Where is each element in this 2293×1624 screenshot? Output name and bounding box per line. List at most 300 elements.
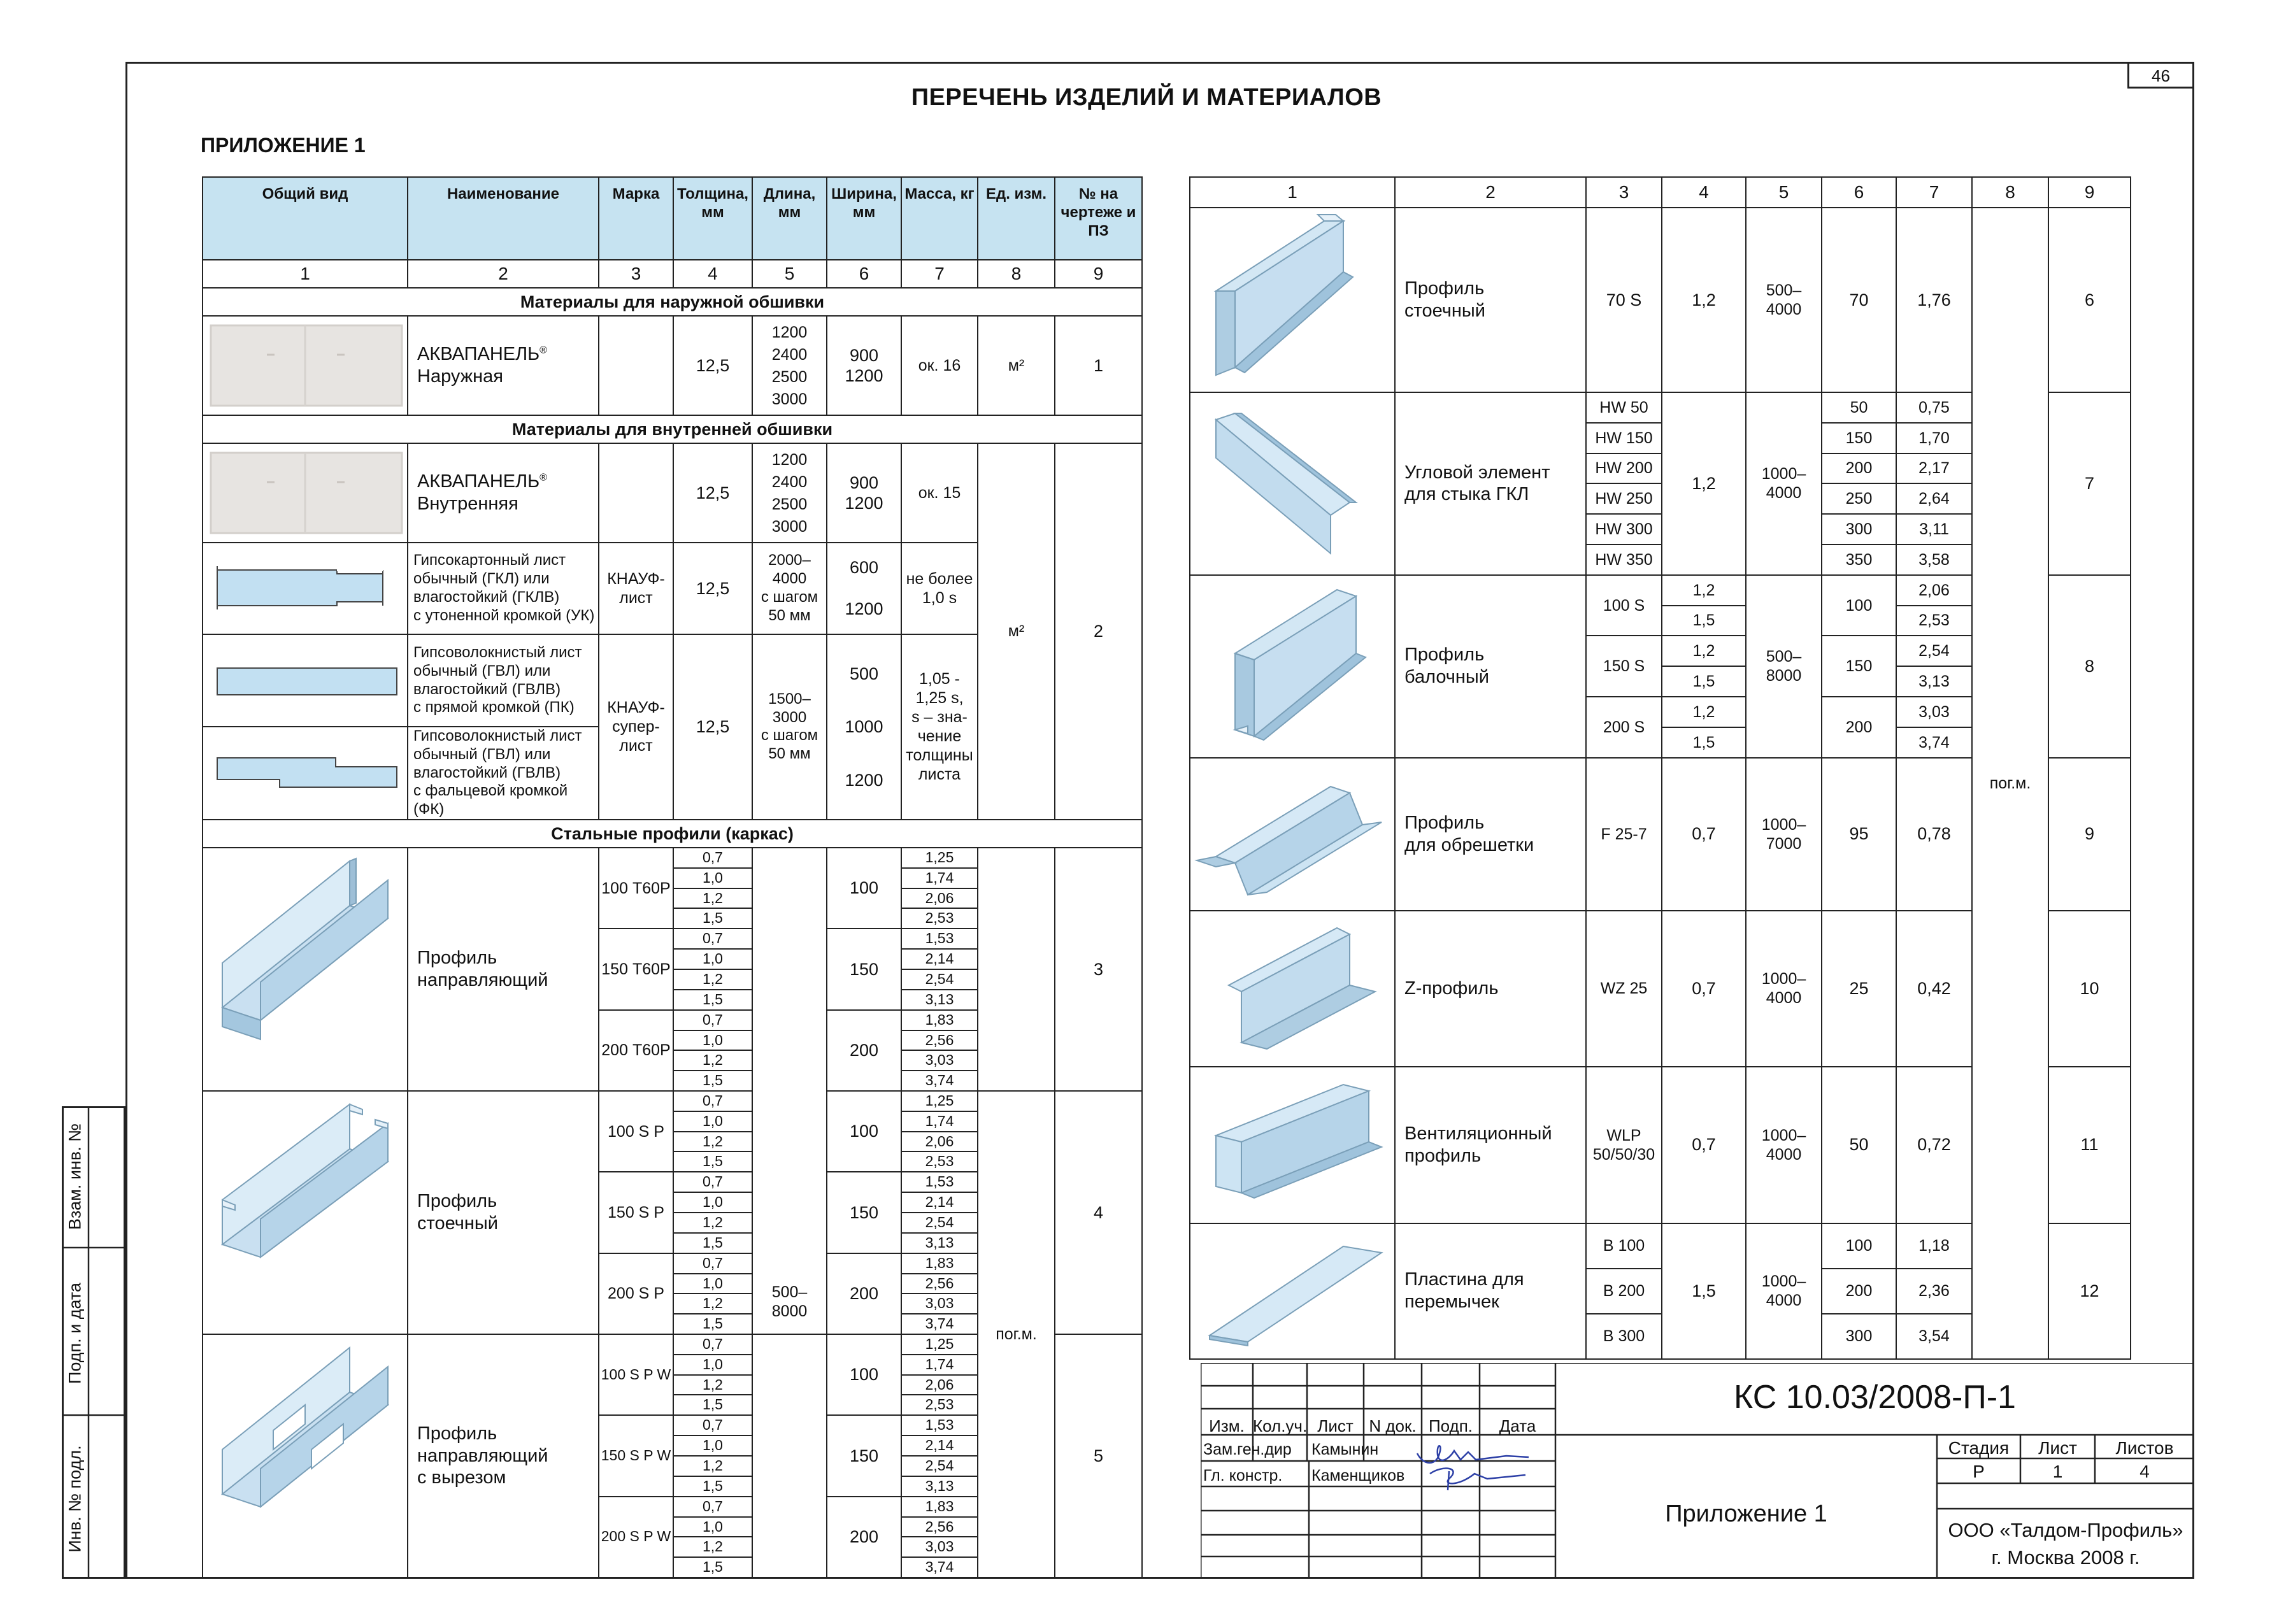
organization-city-year: г. Москва 2008 г.: [1991, 1546, 2140, 1569]
mass: ок. 16: [901, 316, 978, 415]
mark: HW 50: [1586, 392, 1662, 423]
aquapanel-outer-name: АКВАПАНЕЛЬ® Наружная: [408, 316, 599, 415]
ref: 11: [2048, 1067, 2131, 1223]
mark: 100 S P: [599, 1091, 673, 1172]
mass: чение: [917, 727, 962, 746]
stage-label: Стадия: [1948, 1438, 2010, 1458]
width: 200: [1822, 453, 1896, 484]
beam-profile-image: [1190, 575, 1395, 758]
revision-col-header: Подп.: [1428, 1416, 1473, 1435]
mass: 2,06: [1896, 575, 1972, 606]
mass: 3,03: [901, 1537, 978, 1557]
mark: 200 S P: [599, 1253, 673, 1334]
mass: 3,03: [901, 1050, 978, 1071]
ref: 12: [2048, 1223, 2131, 1359]
mark: 150 S P: [599, 1172, 673, 1253]
mass: 3,03: [901, 1293, 978, 1314]
z-profile-image: [1190, 911, 1395, 1067]
length: 1000–: [1761, 970, 1806, 988]
width: 70: [1822, 208, 1896, 392]
mass: 2,54: [901, 969, 978, 990]
thickness: 1,0: [673, 1517, 752, 1537]
thickness: 0,7: [1662, 758, 1746, 911]
right-materials-table: [1189, 176, 2131, 1360]
thickness: 1,0: [673, 1192, 752, 1213]
thickness: 1,2: [1662, 208, 1746, 392]
ref: 6: [2048, 208, 2131, 392]
unit: пог.м.: [978, 1091, 1055, 1578]
thickness: 1,5: [1662, 1223, 1746, 1359]
profile-image: [203, 1334, 408, 1578]
thickness: 12,5: [673, 634, 752, 820]
length: 4000: [1766, 1145, 1802, 1164]
thickness: 1,5: [673, 1151, 752, 1172]
revision-col-header: Дата: [1499, 1416, 1536, 1435]
thickness: 1,2: [673, 888, 752, 909]
name-line: профиль: [1404, 1145, 1482, 1166]
mass: 3,13: [901, 1476, 978, 1497]
thickness: 1,2: [1662, 697, 1746, 727]
width: 1200: [845, 770, 883, 790]
width: 1200: [845, 599, 883, 619]
mark: В 100: [1586, 1223, 1662, 1269]
gkl-name-line: с утоненной кромкой (УК): [413, 606, 595, 624]
mark: 150 S: [1586, 636, 1662, 697]
col-number: 7: [1896, 177, 1972, 208]
row-aquapanel-inner: [203, 443, 1142, 543]
width: 150: [1822, 423, 1896, 453]
width: 25: [1822, 911, 1896, 1067]
mass: 1,70: [1896, 423, 1972, 453]
thickness: 0,7: [673, 848, 752, 868]
thickness: 1,2: [1662, 636, 1746, 666]
thickness: 1,0: [673, 1274, 752, 1294]
header-cell: Марка: [599, 177, 673, 260]
thickness: 0,7: [673, 1497, 752, 1517]
gvl-pk-name-line: Гипсоволокнистый лист: [413, 643, 582, 661]
mass: 2,17: [1896, 453, 1972, 484]
length: 4000: [1766, 1292, 1802, 1310]
mark: 50/50/30: [1592, 1145, 1655, 1164]
width: 100: [827, 1334, 901, 1415]
gvl-pk-name-line: с прямой кромкой (ПК): [413, 699, 575, 716]
name-line: Профиль: [1404, 645, 1485, 666]
name-line: перемычек: [1404, 1292, 1499, 1313]
thickness: 0,7: [673, 1091, 752, 1111]
ventilation-profile-image: [1190, 1067, 1395, 1223]
mark: F 25-7: [1586, 758, 1662, 911]
mass: 2,54: [901, 1456, 978, 1476]
mark: КНАУФ-: [607, 699, 665, 717]
col-number: 3: [599, 260, 673, 288]
mass: 3,74: [1896, 727, 1972, 758]
thickness: 1,5: [673, 1395, 752, 1415]
gvl-fk-name-line: Гипсоволокнистый лист: [413, 727, 582, 744]
name-line: Z-профиль: [1404, 978, 1499, 999]
thickness: 1,2: [673, 1293, 752, 1314]
gkl-name-line: Гипсокартонный лист: [413, 552, 566, 569]
mark: 100 S: [1586, 575, 1662, 636]
length: 1200: [771, 323, 808, 341]
profile-name-line: Профиль: [417, 948, 497, 969]
mass: ок. 15: [901, 443, 978, 543]
column-number-row: [1190, 177, 2131, 208]
mass: 2,14: [901, 949, 978, 969]
mass: 1,76: [1896, 208, 1972, 392]
col-number: 7: [901, 260, 978, 288]
thickness: 0,7: [673, 1334, 752, 1355]
mark: лист: [619, 589, 653, 607]
mark: WZ 25: [1586, 911, 1662, 1067]
mass: 2,06: [901, 1375, 978, 1395]
thickness: 1,2: [673, 1537, 752, 1557]
mass: s – зна-: [911, 708, 968, 727]
mass: 3,13: [1896, 666, 1972, 697]
width: 1200: [845, 494, 883, 513]
mark: 100 S P W: [599, 1334, 673, 1415]
ref: 3: [1055, 848, 1142, 1091]
length: 50 мм: [768, 606, 811, 624]
row-stud-profile-70: [1190, 208, 2131, 392]
mark: HW 150: [1586, 423, 1662, 453]
length: 1500–: [768, 690, 811, 708]
col-number: 2: [408, 260, 599, 288]
width: 500: [849, 664, 879, 683]
ref: 10: [2048, 911, 2131, 1067]
header-cell: № на чертеже и ПЗ: [1055, 177, 1142, 260]
profile-name-line: Профиль: [417, 1191, 497, 1212]
width: 100: [827, 1091, 901, 1172]
mass: 3,13: [901, 990, 978, 1010]
col-number: 8: [978, 260, 1055, 288]
length: 1000–: [1761, 465, 1806, 483]
col-number: 3: [1586, 177, 1662, 208]
col-number: 2: [1395, 177, 1586, 208]
thickness: 1,2: [1662, 575, 1746, 606]
gvl-pk-sheet-image: [203, 634, 408, 727]
unit: м²: [978, 443, 1055, 820]
mass: 1,74: [901, 1111, 978, 1132]
length: 500–: [1766, 648, 1802, 666]
mass: 1,53: [901, 929, 978, 949]
mass: 2,53: [1896, 606, 1972, 636]
width: 50: [1822, 1067, 1896, 1223]
length: 3000: [771, 390, 808, 408]
sheet-number: 46: [2127, 62, 2194, 89]
side-label-replacement: Взам. инв. №: [65, 1123, 85, 1230]
mark: HW 350: [1586, 545, 1662, 575]
profile-image: [203, 848, 408, 1091]
length: 2400: [771, 345, 808, 364]
mass: 0,42: [1896, 911, 1972, 1067]
width: 1000: [845, 717, 883, 737]
mass: 2,53: [901, 908, 978, 929]
width: 300: [1822, 514, 1896, 545]
sheet-label: Лист: [2038, 1438, 2077, 1458]
mark: 100 Т60Р: [599, 848, 673, 929]
name-line: балочный: [1404, 667, 1489, 688]
mass: толщины: [906, 746, 973, 765]
thickness: 1,2: [673, 1132, 752, 1152]
mass: 3,74: [901, 1314, 978, 1334]
thickness: 1,2: [673, 1456, 752, 1476]
thickness: 1,5: [673, 1314, 752, 1334]
thickness: 1,2: [1662, 392, 1746, 575]
width: 150: [827, 929, 901, 1009]
header-cell: Наименование: [408, 177, 599, 260]
length: 3000: [771, 517, 808, 536]
width: 200: [827, 1253, 901, 1334]
width: 100: [1822, 1223, 1896, 1269]
profile-name-line: Профиль: [417, 1423, 497, 1444]
thickness: 0,7: [673, 929, 752, 949]
thickness: 1,2: [673, 1375, 752, 1395]
col-number: 1: [1190, 177, 1395, 208]
mark: 200 Т60Р: [599, 1010, 673, 1091]
mass: 1,83: [901, 1253, 978, 1274]
width: 200: [827, 1010, 901, 1091]
row-aquapanel-outer: [203, 316, 1142, 415]
mass: 0,78: [1896, 758, 1972, 911]
sheet-value: 1: [2052, 1462, 2063, 1481]
stage-value: Р: [1973, 1462, 1985, 1481]
sheets-label: Листов: [2115, 1438, 2174, 1458]
col-number: 9: [1055, 260, 1142, 288]
thickness: 1,5: [1662, 666, 1746, 697]
width: 600: [849, 558, 879, 578]
side-label-inventory: Инв. № подл.: [65, 1445, 85, 1553]
left-materials-table: [202, 176, 1143, 1578]
mark: WLP: [1606, 1126, 1641, 1144]
thickness: 12,5: [673, 316, 752, 415]
mass: 3,13: [901, 1233, 978, 1253]
length: 2500: [771, 495, 808, 513]
name-line: для стыка ГКЛ: [1404, 484, 1529, 505]
mass: 2,53: [901, 1395, 978, 1415]
thickness: 1,2: [673, 1050, 752, 1071]
mass: 1,83: [901, 1497, 978, 1517]
thickness: 0,7: [673, 1253, 752, 1274]
page-title: ПЕРЕЧЕНЬ ИЗДЕЛИЙ И МАТЕРИАЛОВ: [911, 84, 1382, 111]
ref: 7: [2048, 392, 2131, 575]
thickness: 1,5: [673, 1071, 752, 1091]
thickness: 12,5: [673, 543, 752, 634]
mass: 2,54: [1896, 636, 1972, 666]
col-number: 1: [203, 260, 408, 288]
thickness: 1,5: [673, 1476, 752, 1497]
revision-col-header: N док.: [1369, 1416, 1417, 1435]
thickness: 1,0: [673, 1030, 752, 1051]
col-number: 9: [2048, 177, 2131, 208]
mass: 1,25: [901, 1334, 978, 1355]
width: 200: [1822, 1269, 1896, 1314]
width: 350: [1822, 545, 1896, 575]
length: 500–: [771, 1283, 808, 1301]
mark: В 300: [1586, 1314, 1662, 1359]
mark: HW 250: [1586, 483, 1662, 514]
thickness: 1,0: [673, 868, 752, 888]
role-label: Гл. констр.: [1203, 1467, 1283, 1485]
unit: м²: [978, 316, 1055, 415]
length-empty: [752, 1334, 827, 1578]
mass: 1,83: [901, 1010, 978, 1030]
profile-name-line: направляющий: [417, 1445, 548, 1466]
length: 500–: [1766, 281, 1802, 299]
mass: 3,03: [1896, 697, 1972, 727]
mass: 2,53: [901, 1151, 978, 1172]
unit-empty: [978, 848, 1055, 1091]
mass: 1,53: [901, 1172, 978, 1192]
width: 100: [1822, 575, 1896, 636]
mass: листа: [918, 766, 961, 784]
length: 2000–: [768, 552, 811, 569]
col-number: 4: [1662, 177, 1746, 208]
mass: 3,74: [901, 1071, 978, 1091]
col-number: 6: [1822, 177, 1896, 208]
organization-name: ООО «Талдом-Профиль»: [1948, 1519, 2183, 1541]
header-cell: Масса, кг: [901, 177, 978, 260]
thickness: 1,5: [673, 1557, 752, 1578]
width: 150: [1822, 636, 1896, 697]
thickness: 1,5: [673, 908, 752, 929]
mass: не более: [906, 570, 973, 588]
ref: 5: [1055, 1334, 1142, 1578]
name-line: Профиль: [1404, 812, 1485, 833]
mass: 1,74: [901, 868, 978, 888]
mark: HW 300: [1586, 514, 1662, 545]
length: 4000: [1766, 989, 1802, 1008]
name-line: Угловой элемент: [1404, 462, 1550, 483]
stud-profile-image: [1190, 208, 1395, 392]
mass: 2,14: [901, 1435, 978, 1456]
steel-profile-subrow: [203, 1091, 1142, 1111]
gkl-sheet-image: [203, 543, 408, 634]
length: 4000: [1766, 301, 1802, 318]
width: 200: [827, 1497, 901, 1578]
mass: 2,54: [901, 1213, 978, 1233]
ref: 4: [1055, 1091, 1142, 1334]
mass: 3,74: [901, 1557, 978, 1578]
width: 250: [1822, 483, 1896, 514]
document-title: Приложение 1: [1665, 1500, 1827, 1527]
person-name: Каменщиков: [1311, 1467, 1405, 1485]
signature-marks: [1411, 1434, 1538, 1493]
length: 7000: [1766, 834, 1802, 853]
width: 900: [849, 345, 879, 365]
thickness: 1,2: [673, 969, 752, 990]
mass: 1,18: [1896, 1223, 1972, 1269]
mass: 2,56: [901, 1030, 978, 1051]
ref: 1: [1055, 316, 1142, 415]
mark: HW 200: [1586, 453, 1662, 484]
mass: 2,06: [901, 888, 978, 909]
mass: 1,74: [901, 1355, 978, 1375]
col-number: 5: [1746, 177, 1822, 208]
profile-image: [203, 1091, 408, 1334]
thickness: 0,7: [673, 1415, 752, 1435]
length: 2500: [771, 367, 808, 386]
column-number-row: [203, 260, 1142, 288]
sheets-value: 4: [2139, 1462, 2150, 1481]
title-block: [1201, 1363, 2194, 1579]
header-cell: Ширина, мм: [827, 177, 901, 260]
name-line: стоечный: [1404, 301, 1485, 321]
thickness: 1,0: [673, 949, 752, 969]
thickness: 0,7: [1662, 1067, 1746, 1223]
mass: 1,53: [901, 1415, 978, 1435]
length: 1000–: [1761, 1272, 1806, 1291]
mark: супер-: [612, 718, 660, 736]
batten-profile-image: [1190, 758, 1395, 911]
mass: 2,06: [901, 1132, 978, 1152]
corner-element-image: [1190, 392, 1395, 575]
width: 1200: [845, 366, 883, 385]
thickness: 1,0: [673, 1111, 752, 1132]
role-label: Зам.ген.дир: [1203, 1441, 1292, 1458]
width: 900: [849, 473, 879, 492]
appendix-label: ПРИЛОЖЕНИЕ 1: [201, 134, 366, 157]
mass: 3,58: [1896, 545, 1972, 575]
mass: 2,14: [901, 1192, 978, 1213]
aquapanel-inner-name: АКВАПАНЕЛЬ® Внутренняя: [408, 443, 599, 543]
length: 1000–: [1761, 1126, 1806, 1144]
length: 4000: [772, 570, 807, 588]
steel-profile-subrow: [203, 848, 1142, 868]
mass: 2,36: [1896, 1269, 1972, 1314]
mark: 70 S: [1586, 208, 1662, 392]
width: 300: [1822, 1314, 1896, 1359]
name-line: для обрешетки: [1404, 834, 1534, 855]
width: 150: [827, 1415, 901, 1496]
header-cell: Ед. изм.: [978, 177, 1055, 260]
mark: КНАУФ-: [607, 570, 665, 588]
width: 50: [1822, 392, 1896, 423]
width: 95: [1822, 758, 1896, 911]
mass: 1,0 s: [922, 589, 957, 607]
col-number: 8: [1972, 177, 2048, 208]
mass: 1,25: [901, 848, 978, 868]
thickness: 1,2: [673, 1213, 752, 1233]
length: 50 мм: [768, 745, 811, 763]
mark: 150 Т60Р: [599, 929, 673, 1009]
aquapanel-inner-image: [203, 443, 408, 543]
length: 4000: [1766, 484, 1802, 502]
mark: лист: [619, 737, 653, 755]
revision-col-header: Лист: [1317, 1416, 1354, 1435]
width: 150: [827, 1172, 901, 1253]
mass: 3,11: [1896, 514, 1972, 545]
ref: 2: [1055, 443, 1142, 820]
thickness: 0,7: [673, 1172, 752, 1192]
width: 200: [1822, 697, 1896, 758]
header-row: [203, 177, 1142, 260]
length: 1200: [771, 450, 808, 469]
person-name: Камынин: [1311, 1441, 1379, 1458]
length: 8000: [771, 1302, 808, 1320]
col-number: 5: [752, 260, 827, 288]
thickness: 1,5: [1662, 727, 1746, 758]
thickness: 1,5: [673, 990, 752, 1010]
width: 100: [827, 848, 901, 929]
section-steel: Стальные профили (каркас): [203, 820, 1142, 848]
length: 1000–: [1761, 815, 1806, 834]
mark: 200 S P W: [599, 1497, 673, 1578]
mass: 2,64: [1896, 483, 1972, 514]
plate-image: [1190, 1223, 1395, 1359]
profile-name-line: направляющий: [417, 969, 548, 990]
mass: 2,56: [901, 1274, 978, 1294]
mark: В 200: [1586, 1269, 1662, 1314]
